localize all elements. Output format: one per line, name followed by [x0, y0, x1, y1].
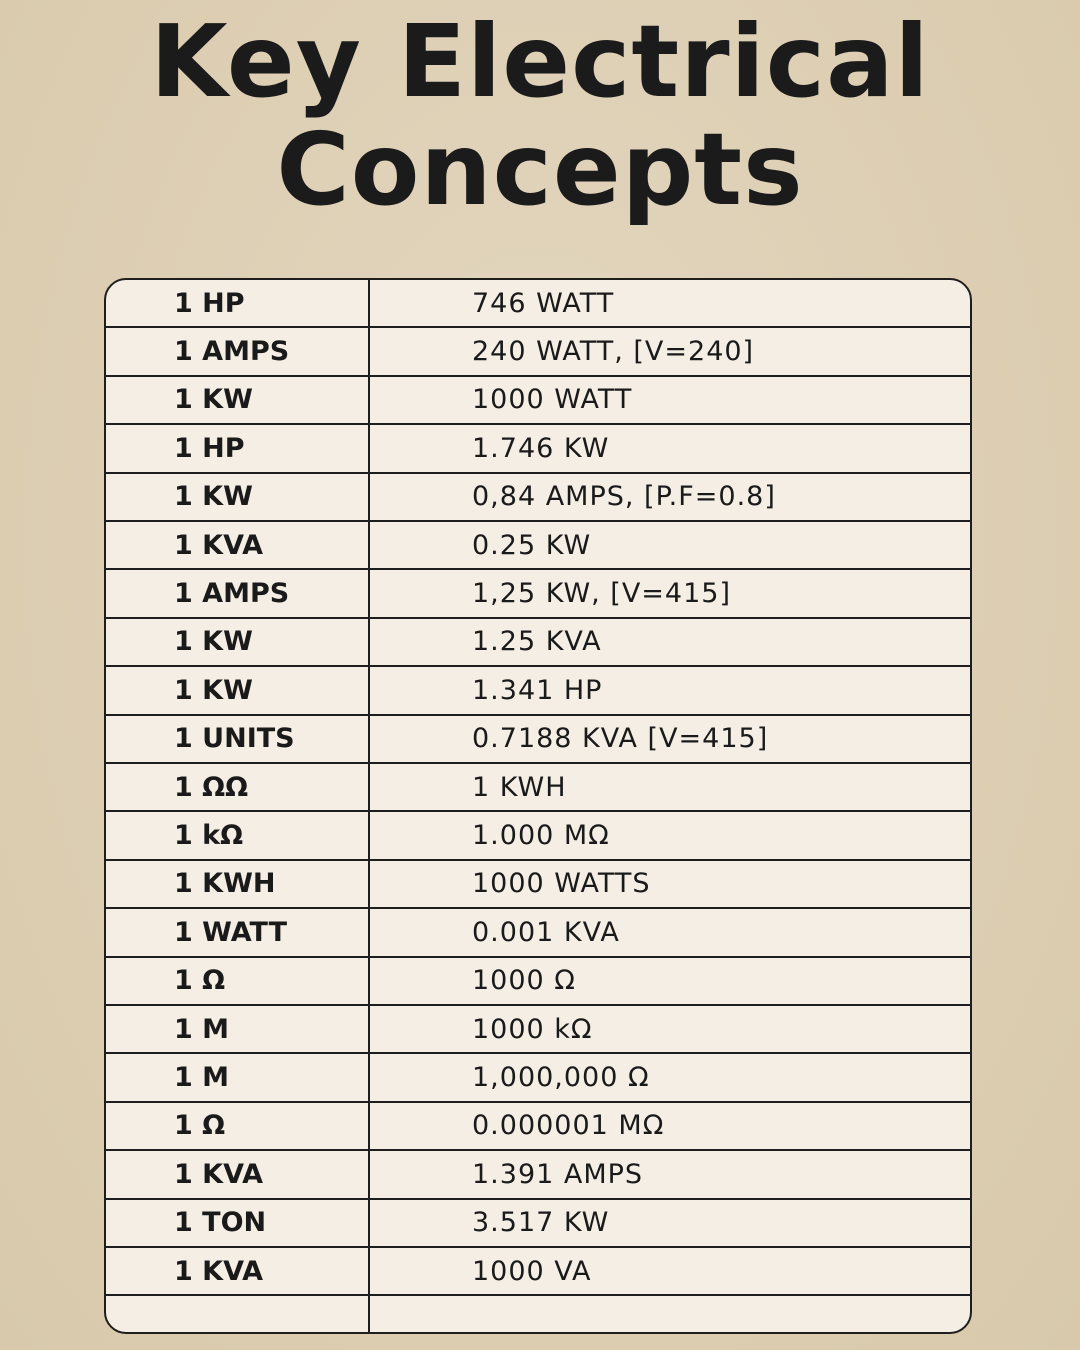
- equivalent-cell: 1.746 KW: [472, 432, 610, 464]
- table-row: [106, 619, 970, 667]
- table-row: [106, 861, 970, 909]
- unit-cell: 1 KW: [174, 626, 253, 658]
- title-line-1: Key Electrical: [150, 3, 930, 120]
- unit-cell: 1 HP: [174, 432, 245, 464]
- equivalent-cell: 1000 VA: [472, 1255, 592, 1287]
- unit-cell: 1 HP: [174, 287, 245, 319]
- table-row: [106, 812, 970, 860]
- equivalent-cell: 3.517 KW: [472, 1207, 610, 1239]
- page-title: [0, 3, 1080, 228]
- table-row: [106, 1248, 970, 1296]
- table-row: [106, 425, 970, 473]
- equivalent-cell: 0.7188 KVA [V=415]: [472, 723, 769, 755]
- table-row: [106, 522, 970, 570]
- unit-cell: 1 AMPS: [174, 336, 290, 368]
- equivalent-cell: 0.001 KVA: [472, 916, 620, 948]
- table-row: [106, 1054, 970, 1102]
- equivalent-cell: 1000 WATT: [472, 384, 633, 416]
- unit-cell: 1 AMPS: [174, 578, 290, 610]
- equivalent-cell: 1000 Ω: [472, 965, 576, 997]
- table-row: [106, 1296, 970, 1334]
- equivalent-cell: 0.25 KW: [472, 529, 592, 561]
- unit-cell: 1 M: [174, 1062, 230, 1094]
- table-row: [106, 377, 970, 425]
- table-row: [106, 474, 970, 522]
- unit-cell: 1 WATT: [174, 916, 288, 948]
- table-row: [106, 280, 970, 328]
- equivalent-cell: 240 WATT, [V=240]: [472, 336, 755, 368]
- unit-cell: 1 KVA: [174, 1158, 264, 1190]
- table-row: [106, 716, 970, 764]
- equivalent-cell: 1.25 KVA: [472, 626, 602, 658]
- unit-cell: 1 ΩΩ: [174, 771, 249, 803]
- equivalent-cell: 1,25 KW, [V=415]: [472, 578, 731, 610]
- equivalent-cell: 1000 kΩ: [472, 1013, 593, 1045]
- unit-cell: 1 KW: [174, 384, 253, 416]
- table-row: [106, 1006, 970, 1054]
- equivalent-cell: 746 WATT: [472, 287, 615, 319]
- title-line-2: Concepts: [276, 111, 804, 228]
- table-row: [106, 328, 970, 376]
- equivalent-cell: 1,000,000 Ω: [472, 1062, 650, 1094]
- unit-cell: 1 UNITS: [174, 723, 295, 755]
- table-row: [106, 1103, 970, 1151]
- equivalent-cell: 0,84 AMPS, [P.F=0.8]: [472, 481, 776, 513]
- unit-cell: 1 Ω: [174, 965, 226, 997]
- table-row: [106, 958, 970, 1006]
- unit-cell: 1 KWH: [174, 868, 276, 900]
- unit-cell: 1 KW: [174, 674, 253, 706]
- equivalent-cell: 1.391 AMPS: [472, 1158, 644, 1190]
- equivalent-cell: 1 KWH: [472, 771, 567, 803]
- unit-cell: 1 M: [174, 1013, 230, 1045]
- unit-cell: 1 KVA: [174, 1255, 264, 1287]
- unit-cell: 1 Ω: [174, 1110, 226, 1142]
- conversion-table: [104, 278, 972, 1334]
- table-row: [106, 764, 970, 812]
- table-row: [106, 570, 970, 618]
- equivalent-cell: 1000 WATTS: [472, 868, 651, 900]
- unit-cell: 1 TON: [174, 1207, 267, 1239]
- table-row: [106, 1200, 970, 1248]
- table-row: [106, 1151, 970, 1199]
- table-row: [106, 909, 970, 957]
- table-row: [106, 667, 970, 715]
- equivalent-cell: 1.341 HP: [472, 674, 603, 706]
- equivalent-cell: 0.000001 MΩ: [472, 1110, 665, 1142]
- equivalent-cell: 1.000 MΩ: [472, 820, 610, 852]
- unit-cell: 1 KVA: [174, 529, 264, 561]
- unit-cell: 1 KW: [174, 481, 253, 513]
- unit-cell: 1 kΩ: [174, 820, 244, 852]
